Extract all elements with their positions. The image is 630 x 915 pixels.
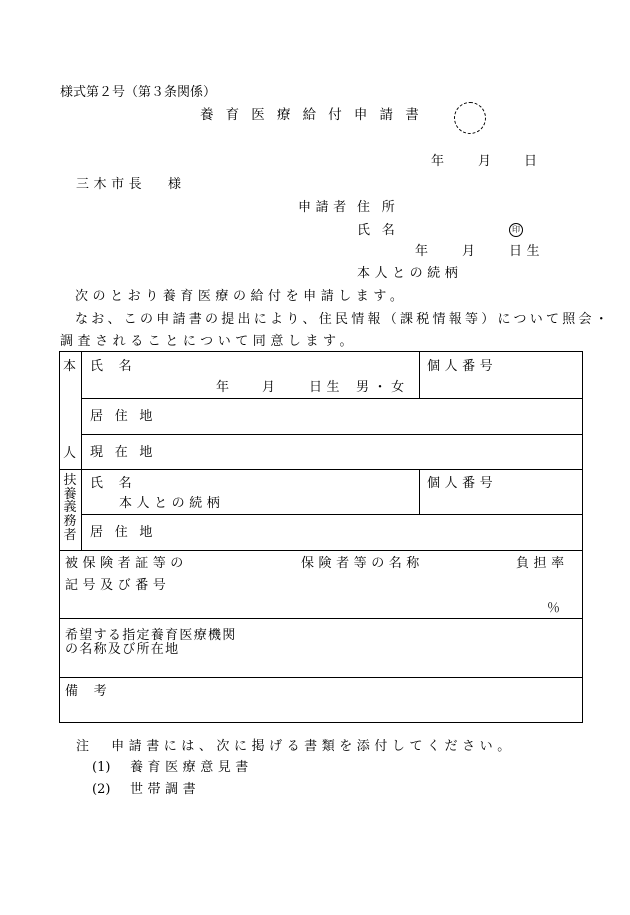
institution-cell[interactable]: [60, 619, 583, 678]
guardian-id-cell[interactable]: [420, 470, 583, 515]
intro-line-1: 次のとおり養育医療の給付を申請します。: [75, 289, 408, 304]
form-title: 養育医療給付申請書: [200, 107, 431, 123]
burden-percent: ％: [547, 601, 561, 616]
applicant-label: 申請者: [298, 200, 351, 215]
applicant-relation-label: 本人との続柄: [357, 266, 463, 281]
patient-sex[interactable]: 男・女: [356, 380, 409, 395]
patient-residence-label: 居住地: [90, 409, 165, 424]
date-month: 月: [478, 154, 492, 169]
guardian-side-cell: [60, 470, 82, 551]
insurance-card-label-1: 被保険者証等の: [65, 556, 188, 571]
reception-stamp-circle: [454, 102, 486, 134]
remarks-label: 備考: [65, 684, 123, 699]
guardian-residence-cell[interactable]: [82, 515, 583, 551]
guardian-side-label: 扶養義務者: [63, 473, 77, 543]
guardian-residence-label: 居住地: [90, 525, 165, 540]
patient-side-bottom: 人: [63, 446, 77, 461]
applicant-name-label: 氏名: [357, 223, 407, 238]
guardian-relation-label: 本人との続柄: [119, 496, 225, 511]
patient-current-cell[interactable]: [82, 435, 583, 470]
remarks-cell[interactable]: [60, 678, 583, 723]
guardian-id-label: 個人番号: [427, 476, 498, 491]
note-item-1-num: (1): [92, 760, 111, 775]
note-item-2-num: (2): [92, 782, 111, 797]
patient-current-label: 現在地: [90, 445, 165, 460]
patient-side-cell: [60, 352, 82, 470]
note-item-2-text: 世帯調書: [130, 782, 201, 797]
patient-name-cell[interactable]: [82, 352, 420, 399]
patient-name-label: 氏名: [90, 359, 148, 374]
intro-line-2: なお、この申請書の提出により、住民情報（課税情報等）について照会・: [75, 312, 611, 327]
note-item-1-text: 養育医療意見書: [130, 760, 253, 775]
form-number: 様式第２号（第３条関係）: [60, 85, 217, 100]
guardian-name-cell[interactable]: [82, 470, 420, 515]
addressee-honorific: 様: [168, 177, 182, 192]
patient-birth-year: 年: [216, 380, 230, 395]
patient-id-label: 個人番号: [427, 359, 498, 374]
patient-residence-cell[interactable]: [82, 399, 583, 435]
intro-line-3: 調査されることについて同意します。: [60, 334, 358, 349]
institution-label-2: の名称及び所在地: [65, 642, 180, 657]
patient-birth-suffix: 日生: [309, 380, 345, 395]
date-year: 年: [431, 154, 445, 169]
guardian-name-label: 氏名: [90, 476, 148, 491]
patient-birth-month: 月: [262, 380, 276, 395]
applicant-address-label: 住所: [357, 200, 407, 215]
insurance-cell[interactable]: [60, 551, 583, 619]
patient-id-cell[interactable]: [420, 352, 583, 399]
insurance-card-label-2: 記号及び番号: [65, 578, 171, 593]
patient-side-top: 本: [63, 359, 77, 374]
application-table: [59, 351, 583, 723]
applicant-birth-suffix: 日生: [509, 244, 545, 259]
burden-rate-label: 負担率: [516, 556, 569, 571]
seal-mark: 印: [509, 223, 523, 237]
institution-label-1: 希望する指定養育医療機関: [65, 628, 237, 643]
insurer-name-label: 保険者等の名称: [301, 556, 424, 571]
notes-intro: 注 申請書には、次に掲げる書類を添付してください。: [76, 739, 515, 754]
applicant-birth-month: 月: [462, 244, 476, 259]
date-day: 日: [524, 154, 538, 169]
addressee: 三木市長: [76, 177, 147, 192]
applicant-birth-year: 年: [415, 244, 429, 259]
